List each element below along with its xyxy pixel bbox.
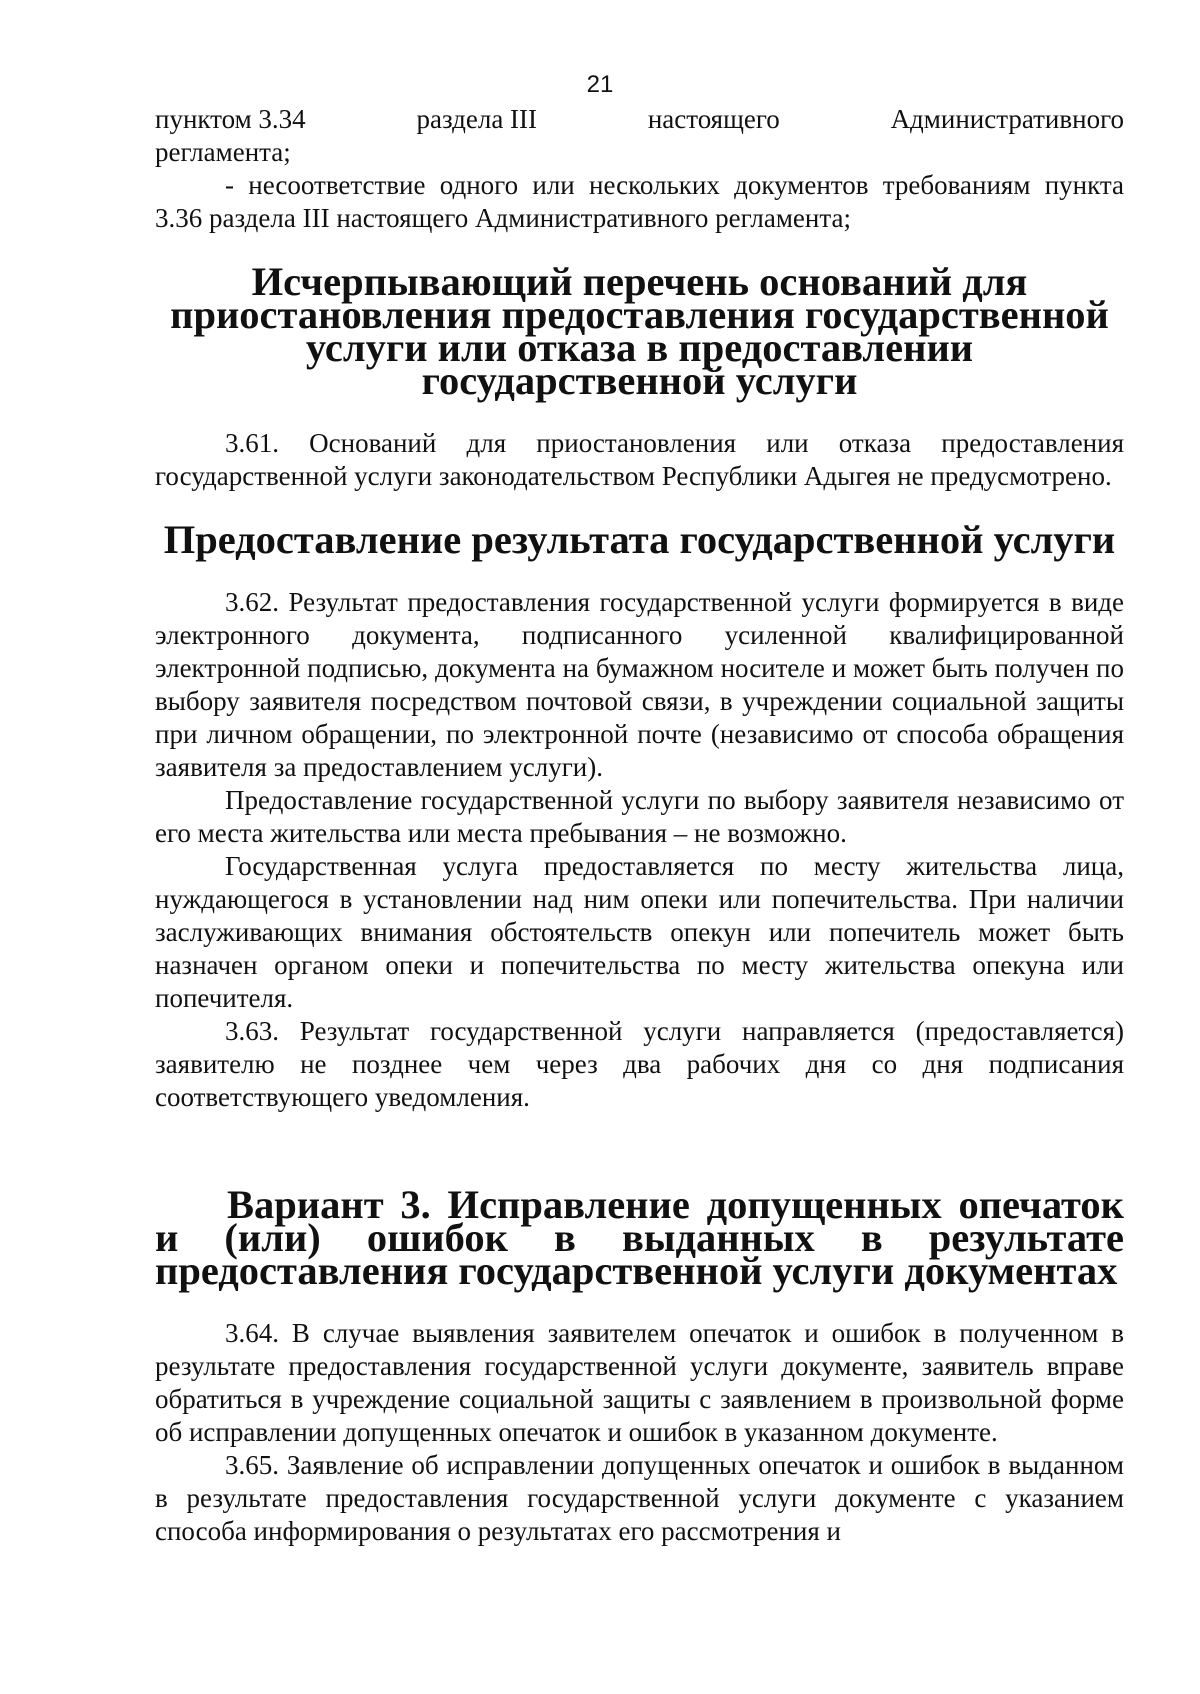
section-heading-variant-3: Вариант 3. Исправление допущенных опечаток и (или) ошибок в выданных в результате предоставления государственной услуги документах bbox=[155, 1182, 1124, 1293]
intro-word: раздела III bbox=[416, 104, 538, 134]
paragraph-3-64: 3.64. В случае выявления заявителем опечаток и ошибок в полученном в результате предоставления государственной услуги документе, заявитель вправе обратиться в учреждение социальной защиты с заявлением в произвольной форме об исправлении допущенных опечаток и ошибок в указанном документе. bbox=[155, 1318, 1124, 1447]
document-body bbox=[155, 103, 1124, 1548]
intro-word: Административного bbox=[890, 104, 1124, 134]
intro-list-item: - несоответствие одного или нескольких документов требованиям пункта 3.36 раздела III настоящего Административного регламента; bbox=[155, 170, 1124, 233]
paragraph-choice: Предоставление государственной услуги по выбору заявителя независимо от его места жительства или места пребывания – не возможно. bbox=[155, 785, 1124, 848]
paragraph-3-63: 3.63. Результат государственной услуги направляется (предоставляется) заявителю не позднее чем через два рабочих дня со дня подписания соответствующего уведомления. bbox=[155, 1016, 1124, 1112]
intro-continuation: регламента; bbox=[155, 137, 291, 167]
intro-first-line bbox=[155, 103, 1124, 136]
paragraph-3-65: 3.65. Заявление об исправлении допущенных опечаток и ошибок в выданном в результате предоставления государственной услуги документе с указанием способа информирования о результатах его рассмотрения и bbox=[155, 1450, 1124, 1546]
section-heading-grounds: Исчерпывающий перечень оснований для приостановления предоставления государственной услуги или отказа в предоставлении государственной услуги bbox=[170, 259, 1109, 403]
paragraph-3-62: 3.62. Результат предоставления государственной услуги формируется в виде электронного документа, подписанного усиленной квалифицированной электронной подписью, документа на бумажном носителе и может быть получен по выбору заявителя посредством почтовой связи, в учреждении социальной защиты при личном обращении, по электронной почте (независимо от способа обращения заявителя за предоставлением услуги). bbox=[155, 587, 1124, 782]
paragraph-residence: Государственная услуга предоставляется по месту жительства лица, нуждающегося в установлении над ним опеки или попечительства. При наличии заслуживающих внимания обстоятельств опекун или попечитель может быть назначен органом опеки и попечительства по месту жительства опекуна или попечителя. bbox=[155, 851, 1124, 1013]
intro-word: пунктом 3.34 bbox=[155, 104, 306, 134]
paragraph-3-61: 3.61. Оснований для приостановления или отказа предоставления государственной услуги законодательством Республики Адыгея не предусмотрено. bbox=[155, 428, 1124, 491]
spacer bbox=[155, 1114, 1124, 1188]
section-heading-result: Предоставление результата государственной услуги bbox=[163, 517, 1116, 562]
page-number: 21 bbox=[586, 71, 614, 98]
intro-word: настоящего bbox=[647, 104, 780, 134]
